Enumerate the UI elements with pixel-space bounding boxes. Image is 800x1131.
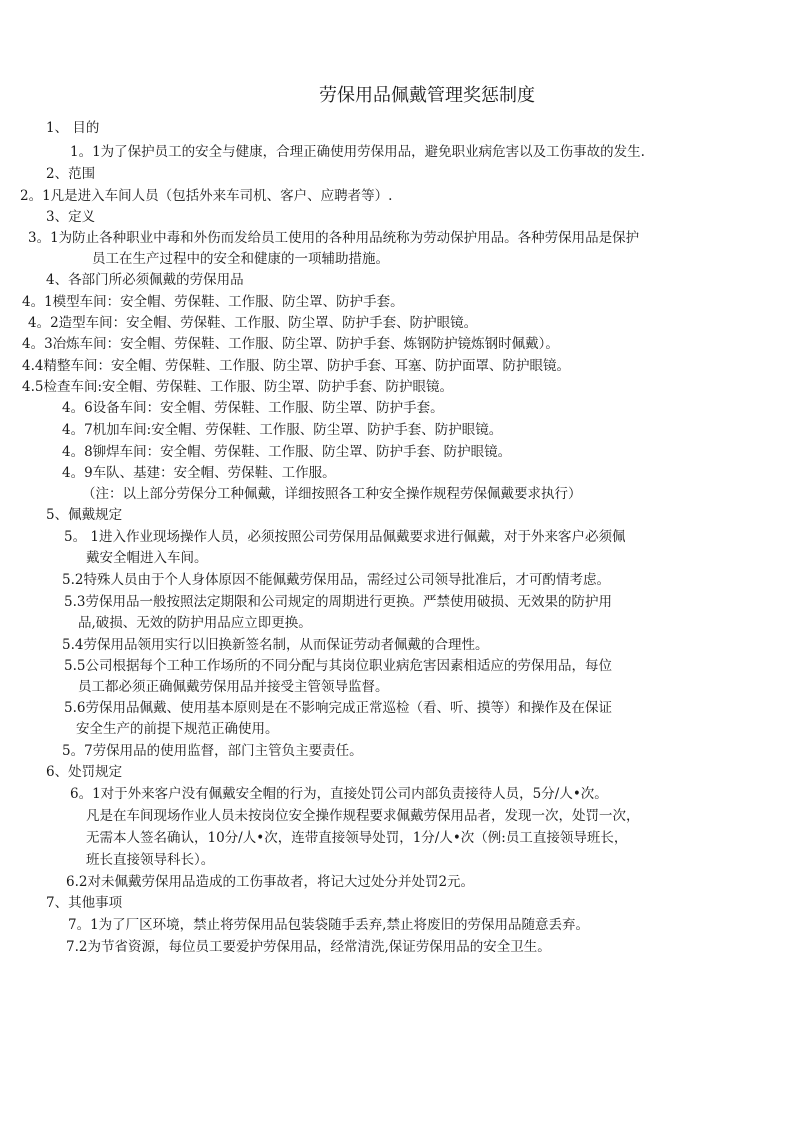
clause-5-2: 5.2特殊人员由于个人身体原因不能佩戴劳保用品，需经过公司领导批准后，才可酌情考虑。 <box>62 572 610 588</box>
clause-4-9: 4。9车队、基建：安全帽、劳保鞋、工作服。 <box>62 465 336 481</box>
clause-5-5-cont: 员工都必须正确佩戴劳保用品并接受主管领导监督。 <box>78 679 389 695</box>
clause-5-5: 5.5公司根据每个工种工作场所的不同分配与其岗位职业病危害因素相适应的劳保用品，每位 <box>64 658 612 674</box>
clause-7-1: 7。1为了厂区环境，禁止将劳保用品包装袋随手丢弃,禁止将废旧的劳保用品随意丢弃。 <box>68 917 589 933</box>
clause-5-3: 5.3劳保用品一般按照法定期限和公司规定的周期进行更换。严禁使用破损、无效果的防护用 <box>64 594 612 610</box>
clause-4-6: 4。6设备车间：安全帽、劳保鞋、工作服、防尘罩、防护手套。 <box>62 400 444 416</box>
section-2-heading: 2、范围 <box>46 166 96 182</box>
clause-4-7: 4。7机加车间:安全帽、劳保鞋、工作服、防尘罩、防护手套、防护眼镜。 <box>62 422 503 438</box>
section-3-heading: 3、定义 <box>46 209 96 225</box>
clause-4-4: 4.4精整车间：安全帽、劳保鞋、工作服、防尘罩、防护手套、耳塞、防护面罩、防护眼镜。 <box>22 358 570 374</box>
clause-1-1: 1。1为了保护员工的安全与健康，合理正确使用劳保用品，避免职业病危害以及工伤事故的发生. <box>70 144 645 160</box>
clause-7-2: 7.2为节省资源，每位员工要爱护劳保用品，经常清洗,保证劳保用品的安全卫生。 <box>66 939 551 955</box>
section-6-heading: 6、处罚规定 <box>46 764 123 780</box>
clause-6-1-cont-2: 无需本人签名确认，10分/人•次，连带直接领导处罚，1分/人•次（例:员工直接领导班长， <box>86 830 628 846</box>
clause-5-1: 5。 1进入作业现场操作人员，必须按照公司劳保用品佩戴要求进行佩戴，对于外来客户必须佩 <box>64 529 626 545</box>
document-title: 劳保用品佩戴管理奖惩制度 <box>319 85 535 106</box>
clause-5-6-cont: 安全生产的前提下规范正确使用。 <box>76 721 279 737</box>
section-1-heading: 1、 目的 <box>46 120 100 136</box>
clause-4-2: 4。2造型车间：安全帽、劳保鞋、工作服、防尘罩、防护手套、防护眼镜。 <box>28 315 478 331</box>
section-4-note: （注：以上部分劳保分工种佩戴，详细按照各工种安全操作规程劳保佩戴要求执行） <box>82 486 582 502</box>
clause-3-1-cont: 员工在生产过程中的安全和健康的一项辅助措施。 <box>92 251 389 267</box>
clause-6-1-cont-1: 凡是在车间现场作业人员未按岗位安全操作规程要求佩戴劳保用品者，发现一次，处罚一次， <box>86 808 640 824</box>
clause-4-1: 4。1模型车间：安全帽、劳保鞋、工作服、防尘罩、防护手套。 <box>22 294 404 310</box>
clause-4-5: 4.5检查车间:安全帽、劳保鞋、工作服、防尘罩、防护手套、防护眼镜。 <box>22 379 454 395</box>
clause-5-7: 5。7劳保用品的使用监督，部门主管负主要责任。 <box>62 743 363 759</box>
section-4-heading: 4、各部门所必须佩戴的劳保用品 <box>46 272 244 288</box>
clause-6-1-cont-3: 班长直接领导科长）。 <box>86 852 215 868</box>
section-7-heading: 7、其他事项 <box>46 895 123 911</box>
clause-5-6: 5.6劳保用品佩戴、使用基本原则是在不影响完成正常巡检（看、听、摸等）和操作及在保证 <box>64 700 612 716</box>
clause-5-4: 5.4劳保用品领用实行以旧换新签名制，从而保证劳动者佩戴的合理性。 <box>62 637 489 653</box>
section-5-heading: 5、佩戴规定 <box>46 507 123 523</box>
clause-5-1-cont: 戴安全帽进入车间。 <box>86 550 208 566</box>
clause-2-1: 2。1凡是进入车间人员（包括外来车司机、客户、应聘者等）. <box>20 188 393 204</box>
clause-5-3-cont: 品,破损、无效的防护用品应立即更换。 <box>78 615 312 631</box>
clause-4-8: 4。8铆焊车间：安全帽、劳保鞋、工作服、防尘罩、防护手套、防护眼镜。 <box>62 444 512 460</box>
clause-6-2: 6.2对未佩戴劳保用品造成的工伤事故者，将记大过处分并处罚2元。 <box>66 874 475 890</box>
clause-3-1: 3。1为防止各种职业中毒和外伤而发给员工使用的各种用品统称为劳动保护用品。各种劳保用品是保护 <box>28 230 640 246</box>
clause-4-3: 4。3冶炼车间：安全帽、劳保鞋、工作服、防尘罩、防护手套、炼钢防护镜炼钢时佩戴）。 <box>22 336 559 352</box>
clause-6-1: 6。1对于外来客户没有佩戴安全帽的行为，直接处罚公司内部负责接待人员，5分/人•次。 <box>70 786 608 802</box>
